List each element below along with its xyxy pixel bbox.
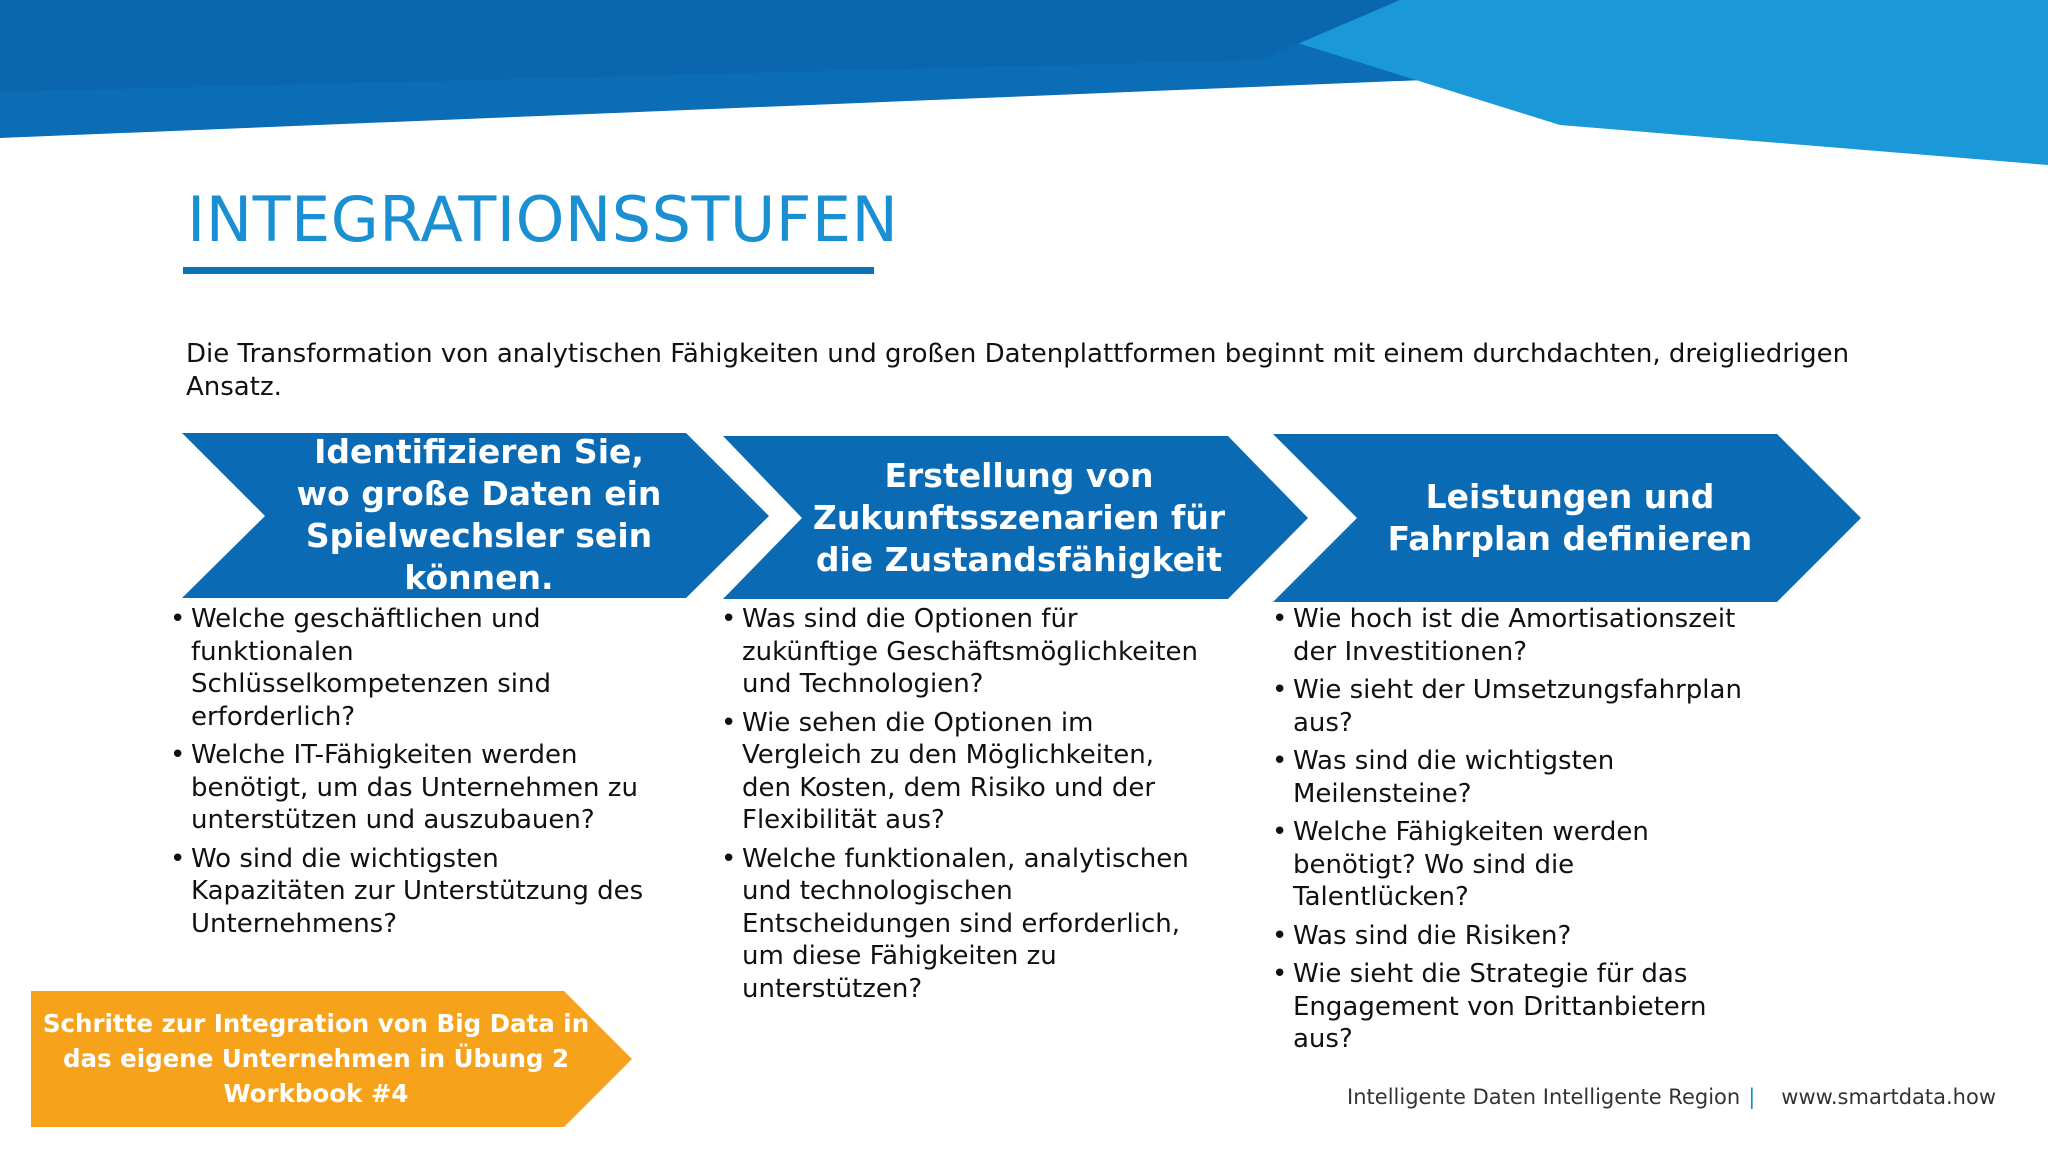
list-item: • Wie sieht der Umsetzungsfahrplan aus? <box>1274 674 1754 739</box>
list-item: • Welche Fähigkeiten werden benötigt? Wo sind die Talentlücken? <box>1274 816 1754 914</box>
stage-3-heading: Leistungen und Fahrplan definieren <box>1387 477 1753 558</box>
footer-url[interactable]: www.smartdata.how <box>1781 1085 1996 1109</box>
list-item: • Was sind die Risiken? <box>1274 920 1754 953</box>
footer-separator: | <box>1748 1085 1756 1109</box>
list-item: • Wo sind die wichtigsten Kapazitäten zur Unterstützung des Unternehmens? <box>172 843 652 941</box>
stage-3-bullets <box>1274 603 1754 1062</box>
list-item: • Was sind die wichtigsten Meilensteine? <box>1274 745 1754 810</box>
stage-2-bullets <box>723 603 1203 1011</box>
workbook-callout: Schritte zur Integration von Big Data in das eigene Unternehmen in Übung 2 Workbook #4 <box>42 1008 590 1108</box>
list-item: • Wie sieht die Strategie für das Engagement von Drittanbietern aus? <box>1274 958 1754 1056</box>
list-item: • Welche geschäftlichen und funktionalen Schlüsselkompetenzen sind erforderlich? <box>172 603 652 733</box>
list-item: • Welche IT-Fähigkeiten werden benötigt, um das Unternehmen zu unterstützen und auszubauen? <box>172 739 652 837</box>
list-item: • Was sind die Optionen für zukünftige Geschäftsmöglichkeiten und Technologien? <box>723 603 1203 701</box>
list-item: • Welche funktionalen, analytischen und technologischen Entscheidungen sind erforderlich, um diese Fähigkeiten zu unterstützen? <box>723 843 1203 1006</box>
list-item: • Wie hoch ist die Amortisationszeit der Investitionen? <box>1274 603 1754 668</box>
footer-tagline: Intelligente Daten Intelligente Region <box>1347 1085 1741 1109</box>
list-item: • Wie sehen die Optionen im Vergleich zu den Möglichkeiten, den Kosten, dem Risiko und der Flexibilität aus? <box>723 707 1203 837</box>
stage-1-bullets <box>172 603 652 946</box>
stage-2-heading: Erstellung von Zukunftsszenarien für die Zustandsfähigkeit <box>812 455 1226 579</box>
stage-1-heading: Identifizieren Sie, wo große Daten ein Spielwechsler sein können. <box>296 432 662 597</box>
footer <box>1347 1083 1996 1111</box>
intro-text: Die Transformation von analytischen Fähigkeiten und großen Datenplattformen beginnt mit einem durchdachten, dreigliedrigen Ansatz. <box>186 339 1850 402</box>
page-title: INTEGRATIONSSTUFEN <box>187 183 899 256</box>
